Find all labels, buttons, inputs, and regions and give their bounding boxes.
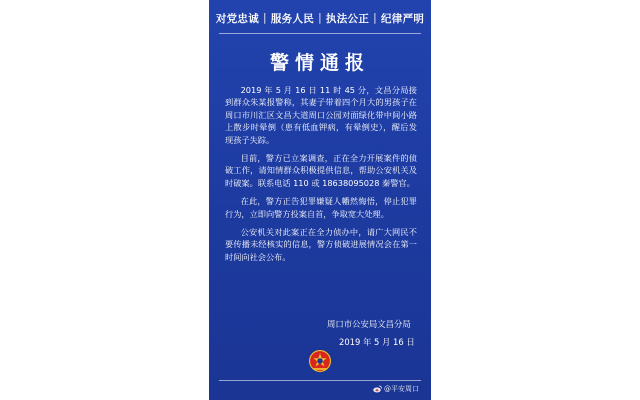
paragraph-rumor-notice: 公安机关对此案正在全力侦办中，请广大网民不要传播未经核实的信息，警方侦破进展情况会在第一时间向社会公布。 — [225, 227, 417, 262]
slogan-discipline: 纪律严明 — [380, 12, 425, 25]
slogan-fair-law: 执法公正 — [325, 12, 370, 25]
notice-body — [225, 84, 417, 269]
weibo-icon — [373, 385, 382, 393]
watermark-text: @平安周口 — [384, 385, 419, 393]
slogan-separator: | — [318, 12, 322, 24]
signature-date: 2019 年 5 月 16 日 — [339, 337, 415, 347]
slogan-separator: | — [263, 12, 267, 24]
signature-unit: 周口市公安局文昌分局 — [327, 319, 411, 329]
police-notice-poster — [209, 0, 431, 400]
slogan-separator: | — [373, 12, 377, 24]
paragraph-warning: 在此，警方正告犯罪嫌疑人幡然悔悟，停止犯罪行为，立即向警方投案自首，争取宽大处理。 — [225, 196, 417, 219]
top-divider — [219, 33, 421, 34]
slogan-bar — [209, 7, 431, 29]
bottom-divider — [219, 380, 421, 381]
slogan-loyalty: 对党忠诚 — [215, 12, 260, 25]
paragraph-incident: 2019 年 5 月 16 日 11 时 45 分，文昌分局接到群众朱某报警称，其妻子带着四个月大的男孩子在周口市川汇区文昌大道周口公园对面绿化带中间小路上散步时晕倒（患有低血钾病，有晕倒史），醒后发现孩子失踪。 — [225, 85, 417, 145]
police-badge-icon — [309, 350, 331, 372]
paragraph-investigation: 目前，警方已立案调查，正在全力开展案件的侦破工作，请知情群众积极提供信息，帮助公安机关及时破案。联系电话 110 或 18638095028 秦警官。 — [225, 153, 417, 188]
slogan-serve-people: 服务人民 — [270, 12, 315, 25]
notice-title: 警情通报 — [269, 52, 370, 74]
weibo-watermark — [373, 384, 419, 394]
